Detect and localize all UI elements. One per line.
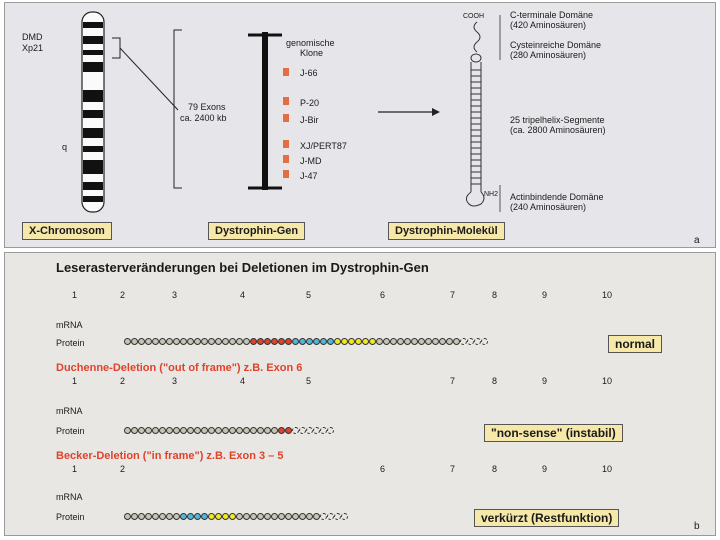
exon-number: 2 [120,290,126,300]
protein-bead [187,513,194,520]
domain-sub: (420 Aminosäuren) [510,20,587,30]
protein-bead [362,338,369,345]
protein-bead [180,513,187,520]
protein-bead [474,338,481,345]
protein-bead [320,513,327,520]
exon-number: 1 [72,376,78,386]
x-chromosome [82,12,104,212]
protein-bead [145,338,152,345]
protein-bead [250,513,257,520]
mrna-label: mRNA [56,492,83,502]
exon-number: 7 [450,464,456,474]
protein-bead [222,513,229,520]
protein-bead [278,513,285,520]
protein-bead [334,513,341,520]
protein-bead [369,338,376,345]
protein-bead [327,427,334,434]
protein-bead [208,427,215,434]
protein-bead [124,427,131,434]
protein-bead [285,427,292,434]
clone-marker [283,155,289,163]
protein-bead [152,427,159,434]
protein-bead [341,338,348,345]
protein-bead [215,513,222,520]
protein-bead [299,513,306,520]
protein-bead [313,338,320,345]
protein-bead [418,338,425,345]
protein-bead [131,513,138,520]
protein-bead [481,338,488,345]
protein-bead [250,338,257,345]
protein-bead [131,338,138,345]
protein-label: Protein [56,426,85,436]
protein-bead [194,427,201,434]
exon-number: 9 [542,464,548,474]
clone-marker [283,170,289,178]
caption-x-chromosome: X-Chromosom [22,222,112,240]
protein-bead [390,338,397,345]
protein-bead [355,338,362,345]
dystrophin-molecule [466,22,484,206]
protein-bead [334,338,341,345]
result-nonsense: "non-sense" (instabil) [484,424,623,442]
clone-marker [283,97,289,105]
protein-bead [306,513,313,520]
result-truncated: verkürzt (Restfunktion) [474,509,619,527]
protein-bead [383,338,390,345]
protein-bead [292,513,299,520]
protein-bead [453,338,460,345]
exon-number: 8 [492,464,498,474]
protein-bead [166,513,173,520]
protein-bead [292,427,299,434]
protein-bead [278,427,285,434]
dmd-label: DMD [22,32,43,42]
protein-bead [306,427,313,434]
protein-bead [194,338,201,345]
clone-label: J-MD [300,156,322,166]
protein-bead [138,338,145,345]
protein-bead [467,338,474,345]
exon-number: 5 [306,376,312,386]
panel-letter-a: a [694,235,700,246]
protein-bead [194,513,201,520]
protein-bead [166,338,173,345]
protein-bead [229,338,236,345]
protein-bead [152,513,159,520]
mrna-label: mRNA [56,406,83,416]
protein-beads-becker [124,513,384,521]
clone-label: J-Bir [300,115,319,125]
exon-number: 1 [72,290,78,300]
exon-number: 4 [240,290,246,300]
protein-bead [138,427,145,434]
protein-bead [299,338,306,345]
protein-bead [222,338,229,345]
protein-bead [229,427,236,434]
exon-number: 5 [306,290,312,300]
protein-bead [187,427,194,434]
protein-bead [236,513,243,520]
panel-letter-b: b [694,521,700,532]
protein-bead [173,338,180,345]
protein-bead [166,427,173,434]
domain-sub: (240 Aminosäuren) [510,202,587,212]
protein-bead [180,338,187,345]
protein-bead [306,338,313,345]
protein-bead [257,427,264,434]
exon-number: 10 [602,464,613,474]
protein-bead [257,338,264,345]
protein-bead [243,338,250,345]
clone-label: XJ/PERT87 [300,141,347,151]
protein-bead [236,338,243,345]
domain-label: 25 tripelhelix-Segmente [510,115,605,125]
clone-title: genomische [286,38,335,48]
protein-bead [250,427,257,434]
protein-label: Protein [56,512,85,522]
exon-number: 2 [120,464,126,474]
protein-bead [138,513,145,520]
clone-label: J-66 [300,68,318,78]
protein-bead [159,427,166,434]
domain-label: Cysteinreiche Domäne [510,40,602,50]
protein-bead [271,427,278,434]
protein-bead [327,338,334,345]
protein-bead [243,427,250,434]
protein-bead [201,513,208,520]
protein-bead [264,338,271,345]
clone-marker [283,140,289,148]
exon-number: 9 [542,290,548,300]
exon-number: 4 [240,376,246,386]
protein-bead [397,338,404,345]
protein-bead [320,338,327,345]
protein-bead [271,513,278,520]
protein-bead [173,427,180,434]
protein-bead [124,338,131,345]
caption-dystrophin-molecule: Dystrophin-Molekül [388,222,505,240]
clone-marker [283,114,289,122]
protein-bead [327,513,334,520]
protein-bead [187,338,194,345]
exon-number: 6 [380,290,386,300]
clone-label: J-47 [300,171,318,181]
exon-number: 8 [492,376,498,386]
protein-bead [215,338,222,345]
protein-bead [215,427,222,434]
protein-bead [180,427,187,434]
protein-bead [376,338,383,345]
clone-marker [283,68,289,76]
protein-bead [320,427,327,434]
clone-title-2: Klone [300,48,324,58]
exon-number: 9 [542,376,548,386]
cooh-label: COOH [463,13,484,20]
exon-number: 3 [172,290,178,300]
becker-heading: Becker-Deletion ("in frame") z.B. Exon 3 – 5 [56,450,284,462]
protein-bead [145,513,152,520]
dystrophin-gene [248,32,282,190]
protein-bead [264,513,271,520]
protein-bead [348,338,355,345]
domain-sub: (280 Aminosäuren) [510,50,587,60]
protein-bead [411,338,418,345]
protein-bead [201,427,208,434]
protein-bead [299,427,306,434]
exon-number: 8 [492,290,498,300]
protein-bead [313,513,320,520]
protein-bead [425,338,432,345]
exon-count-label: 79 Exons [188,102,226,112]
protein-bead [271,338,278,345]
protein-bead [173,513,180,520]
protein-bead [460,338,467,345]
protein-beads-normal [124,338,484,346]
protein-label: Protein [56,338,85,348]
protein-bead [257,513,264,520]
protein-bead [222,427,229,434]
duchenne-heading: Duchenne-Deletion ("out of frame") z.B. Exon 6 [56,362,303,374]
domain-label: Actinbindende Domäne [510,192,604,202]
gene-size-label: ca. 2400 kb [180,113,227,123]
result-normal: normal [608,335,662,353]
exon-number: 6 [380,464,386,474]
nh2-label: NH2 [484,191,499,198]
protein-bead [285,338,292,345]
protein-bead [159,338,166,345]
exon-number: 7 [450,376,456,386]
q-arm-label: q [62,142,68,152]
xp21-label: Xp21 [22,43,44,53]
protein-bead [236,427,243,434]
protein-bead [208,513,215,520]
protein-bead [124,513,131,520]
protein-bead [159,513,166,520]
clone-label: P-20 [300,98,320,108]
mrna-label: mRNA [56,320,83,330]
protein-bead [313,427,320,434]
protein-bead [152,338,159,345]
exon-number: 10 [602,290,613,300]
protein-bead [243,513,250,520]
protein-bead [131,427,138,434]
exon-number: 7 [450,290,456,300]
protein-bead [278,338,285,345]
panel-b-title: Leserasterveränderungen bei Deletionen im Dystrophin-Gen [56,260,429,275]
protein-bead [439,338,446,345]
caption-dystrophin-gene: Dystrophin-Gen [208,222,305,240]
protein-bead [285,513,292,520]
protein-bead [201,338,208,345]
protein-bead [145,427,152,434]
domain-label: C-terminale Domäne [510,10,594,20]
protein-bead [208,338,215,345]
protein-bead [292,338,299,345]
exon-number: 1 [72,464,78,474]
protein-bead [341,513,348,520]
protein-bead [229,513,236,520]
domain-sub: (ca. 2800 Aminosäuren) [510,125,606,135]
protein-beads-duchenne [124,427,424,435]
exon-number: 3 [172,376,178,386]
protein-bead [446,338,453,345]
protein-bead [264,427,271,434]
protein-bead [432,338,439,345]
exon-number: 2 [120,376,126,386]
exon-number: 10 [602,376,613,386]
protein-bead [404,338,411,345]
